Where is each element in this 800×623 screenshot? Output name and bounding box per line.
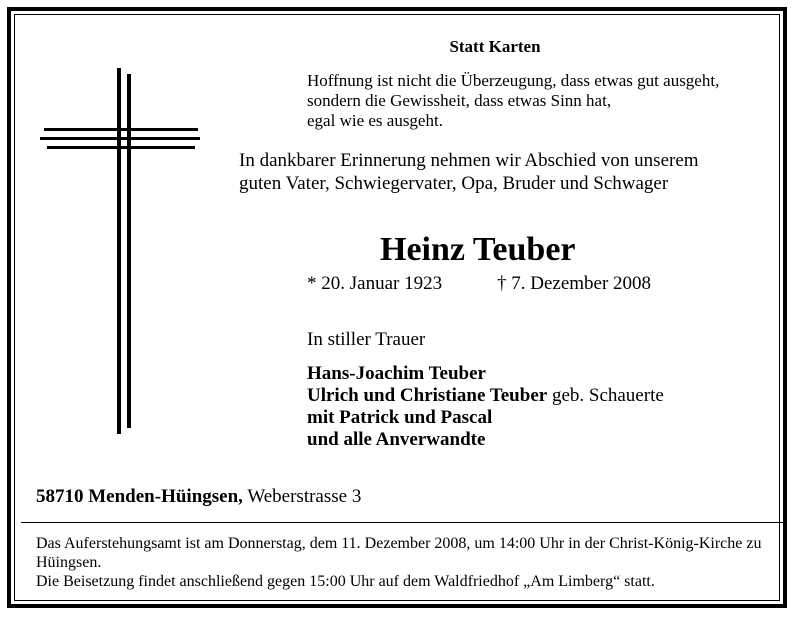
deceased-name: Heinz Teuber [380, 231, 576, 268]
address-street: Weberstrasse 3 [242, 486, 362, 507]
birth-date: * 20. Januar 1923 [307, 273, 443, 294]
service-line: Das Auferstehungsamt ist am Donnerstag, dem 11. Dezember 2008, um 14:00 Uhr in der Christ-König-Kirche zu Hüingsen. [36, 535, 762, 571]
mourner-line [307, 429, 664, 451]
mourner-name: und alle Anverwandte [307, 429, 486, 450]
maiden-name: geb. Schauerte [547, 385, 664, 406]
divider [21, 522, 787, 523]
cross-icon [40, 68, 200, 434]
service-info [36, 534, 776, 591]
intro-text [239, 149, 699, 195]
mourners-list [307, 363, 664, 451]
mourner-name: Hans-Joachim Teuber [307, 363, 486, 384]
mourner-line [307, 407, 664, 429]
intro-line: guten Vater, Schwiegervater, Opa, Bruder und Schwager [239, 173, 669, 194]
page-title: Statt Karten [449, 37, 541, 56]
motto-line: egal wie es ausgeht. [307, 111, 443, 130]
mourner-name: Ulrich und Christiane Teuber [307, 385, 548, 406]
mourner-line [307, 385, 664, 407]
mourner-line [307, 363, 664, 385]
mourner-name: mit Patrick und Pascal [307, 407, 493, 428]
address [36, 486, 361, 508]
address-city: 58710 Menden-Hüingsen, [36, 486, 243, 507]
motto-line: sondern die Gewissheit, dass etwas Sinn hat, [307, 91, 612, 110]
motto-quote [307, 71, 719, 131]
service-line: Die Beisetzung findet anschließend gegen 15:00 Uhr auf dem Waldfriedhof „Am Limberg“ statt. [36, 573, 655, 590]
intro-line: In dankbarer Erinnerung nehmen wir Abschied von unserem [239, 150, 699, 171]
motto-line: Hoffnung ist nicht die Überzeugung, dass etwas gut ausgeht, [307, 71, 720, 90]
mourning-heading: In stiller Trauer [307, 329, 426, 350]
death-date: † 7. Dezember 2008 [497, 273, 652, 294]
